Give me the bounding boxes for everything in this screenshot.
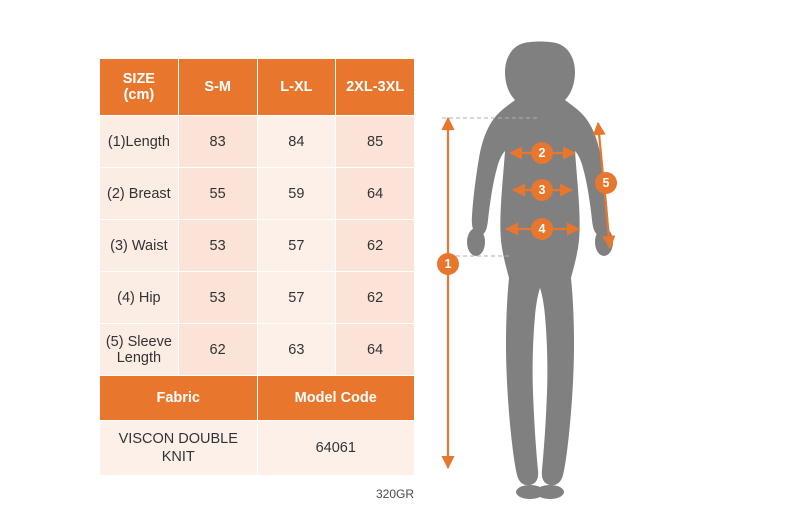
cell-sleeve-s-m: 62	[178, 324, 257, 376]
cell-sleeve-2xl-3xl: 64	[336, 324, 415, 376]
table-row	[100, 220, 415, 272]
row-label-sleeve-line2: Length	[116, 349, 162, 366]
cell-length-2xl-3xl: 85	[336, 116, 415, 168]
cell-sleeve-l-xl: 63	[257, 324, 336, 376]
badge-2-breast: 2	[531, 142, 553, 164]
table-footer-header-row	[100, 376, 415, 421]
table-row	[100, 324, 415, 376]
badge-3-waist: 3	[531, 179, 553, 201]
figure-svg	[420, 20, 790, 512]
footer-value-fabric	[100, 421, 258, 476]
cell-length-l-xl: 84	[257, 116, 336, 168]
cell-hip-s-m: 53	[178, 272, 257, 324]
cell-length-s-m: 83	[178, 116, 257, 168]
row-label-breast: (2) Breast	[100, 168, 179, 220]
row-label-sleeve-line1: (5) Sleeve	[105, 333, 172, 350]
table-row	[100, 116, 415, 168]
cell-waist-2xl-3xl: 62	[336, 220, 415, 272]
row-label-length: (1)Length	[100, 116, 179, 168]
footer-header-fabric: Fabric	[100, 376, 258, 421]
header-size-line1: SIZE	[122, 70, 155, 87]
right-foot	[536, 485, 564, 499]
cell-breast-s-m: 55	[178, 168, 257, 220]
measurement-figure	[420, 20, 790, 512]
badge-5-sleeve: 5	[595, 172, 617, 194]
header-cell-size	[100, 59, 179, 116]
cell-hip-l-xl: 57	[257, 272, 336, 324]
size-table	[99, 58, 415, 476]
row-label-hip: (4) Hip	[100, 272, 179, 324]
header-size-line2: (cm)	[123, 87, 155, 103]
left-hand	[467, 228, 485, 256]
cell-waist-s-m: 53	[178, 220, 257, 272]
header-cell-l-xl: L-XL	[257, 59, 336, 116]
header-cell-2xl-3xl: 2XL-3XL	[336, 59, 415, 116]
badge-1-length: 1	[437, 253, 459, 275]
cell-breast-2xl-3xl: 64	[336, 168, 415, 220]
table-row	[100, 272, 415, 324]
footer-header-model-code: Model Code	[257, 376, 415, 421]
cell-breast-l-xl: 59	[257, 168, 336, 220]
badge-4-hip: 4	[531, 218, 553, 240]
female-silhouette-icon	[467, 42, 613, 500]
footer-value-model-code: 64061	[257, 421, 415, 476]
table-header-row	[100, 59, 415, 116]
row-label-sleeve-length	[100, 324, 179, 376]
header-cell-s-m: S-M	[178, 59, 257, 116]
fabric-value-line1: VISCON DOUBLE	[118, 430, 238, 447]
table-footer-value-row	[100, 421, 415, 476]
fabric-value-line2: KNIT	[161, 449, 195, 465]
row-label-waist: (3) Waist	[100, 220, 179, 272]
table-row	[100, 168, 415, 220]
cell-waist-l-xl: 57	[257, 220, 336, 272]
fabric-weight-caption: 320GR	[376, 487, 415, 501]
cell-hip-2xl-3xl: 62	[336, 272, 415, 324]
